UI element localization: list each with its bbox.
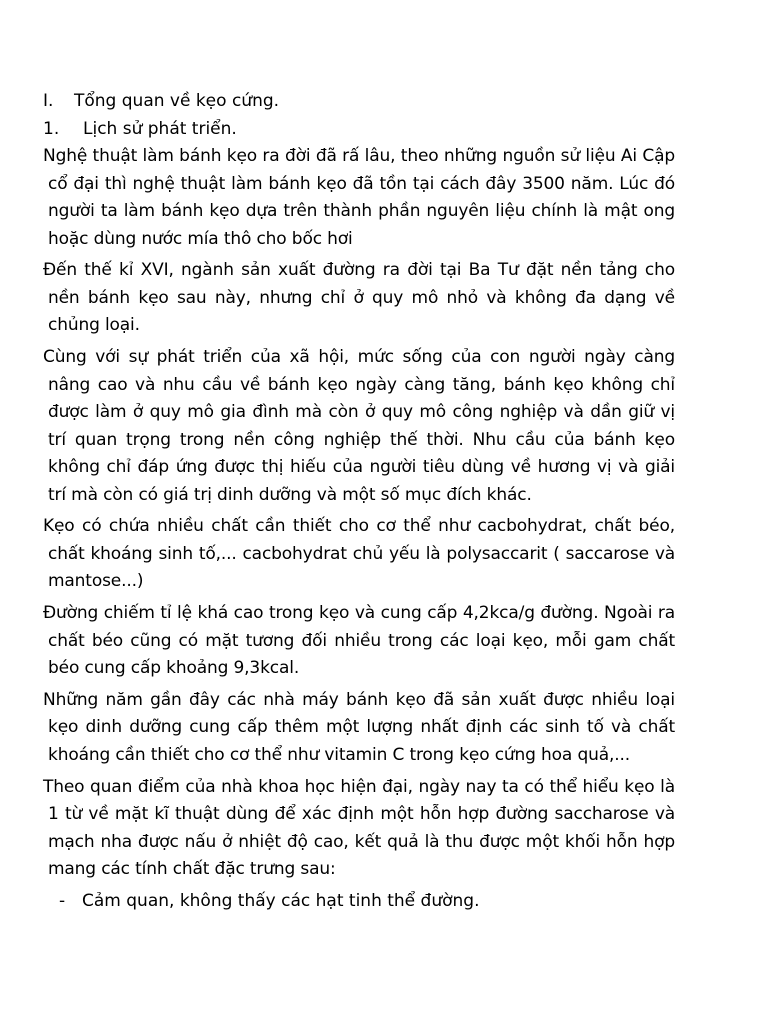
bullet-text: Cảm quan, không thấy các hạt tinh thể đường. (82, 891, 480, 912)
paragraph: Đến thế kỉ XVI, ngành sản xuất đường ra đời tại Ba Tư đặt nền tảng cho nền bánh kẹo sau này, nhưng chỉ ở quy mô nhỏ và không đa dạng về chủng loại. (43, 260, 675, 336)
section-number: I. (43, 91, 54, 111)
paragraph: Đường chiếm tỉ lệ khá cao trong kẹo và cung cấp 4,2kca/g đường. Ngoài ra chất béo cũng có mặt tương đối nhiều trong các loại kẹo, mỗi gam chất béo cung cấp khoảng 9,3kcal. (43, 603, 675, 679)
bullet-item (43, 888, 675, 916)
subsection-heading (43, 116, 675, 144)
bullet-dash: - (59, 891, 66, 912)
paragraph: Cùng với sự phát triển của xã hội, mức sống của con người ngày càng nâng cao và nhu cầu về bánh kẹo ngày càng tăng, bánh kẹo không chỉ được làm ở quy mô gia đình mà còn ở quy mô công nghiệp và dần giữ vị trí quan trọng trong nền công nghiệp thế thời. Nhu cầu của bánh kẹo không chỉ đáp ứng được thị hiếu của người tiêu dùng về hương vị và giải trí mà còn có giá trị dinh dưỡng và một số mục đích khác. (43, 347, 675, 505)
subsection-number: 1. (43, 118, 60, 139)
subsection-title: Lịch sử phát triển. (83, 118, 237, 139)
document-page (43, 88, 675, 916)
paragraph: Theo quan điểm của nhà khoa học hiện đại, ngày nay ta có thể hiểu kẹo là 1 từ về mặt kĩ thuật dùng để xác định một hỗn hợp đường saccharose và mạch nha được nấu ở nhiệt độ cao, kết quả là thu được một khối hỗn hợp mang các tính chất đặc trưng sau: (43, 776, 675, 880)
section-title: Tổng quan về kẹo cứng. (74, 91, 280, 111)
paragraph: Những năm gần đây các nhà máy bánh kẹo đã sản xuất được nhiều loại kẹo dinh dưỡng cung cấp thêm một lượng nhất định các sinh tố và chất khoáng cần thiết cho cơ thể như vitamin C trong kẹo cứng hoa quả,... (43, 689, 675, 765)
section-heading (43, 88, 675, 116)
paragraph: Kẹo có chứa nhiều chất cần thiết cho cơ thể như cacbohydrat, chất béo, chất khoáng sinh tố,... cacbohydrat chủ yếu là polysaccarit ( saccarose và mantose...) (43, 516, 675, 592)
paragraph: Nghệ thuật làm bánh kẹo ra đời đã rấ lâu, theo những nguồn sử liệu Ai Cập cổ đại thì nghệ thuật làm bánh kẹo đã tồn tại cách đây 3500 năm. Lúc đó người ta làm bánh kẹo dựa trên thành phần nguyên liệu chính là mật ong hoặc dùng nước mía thô cho bốc hơi (43, 146, 675, 249)
